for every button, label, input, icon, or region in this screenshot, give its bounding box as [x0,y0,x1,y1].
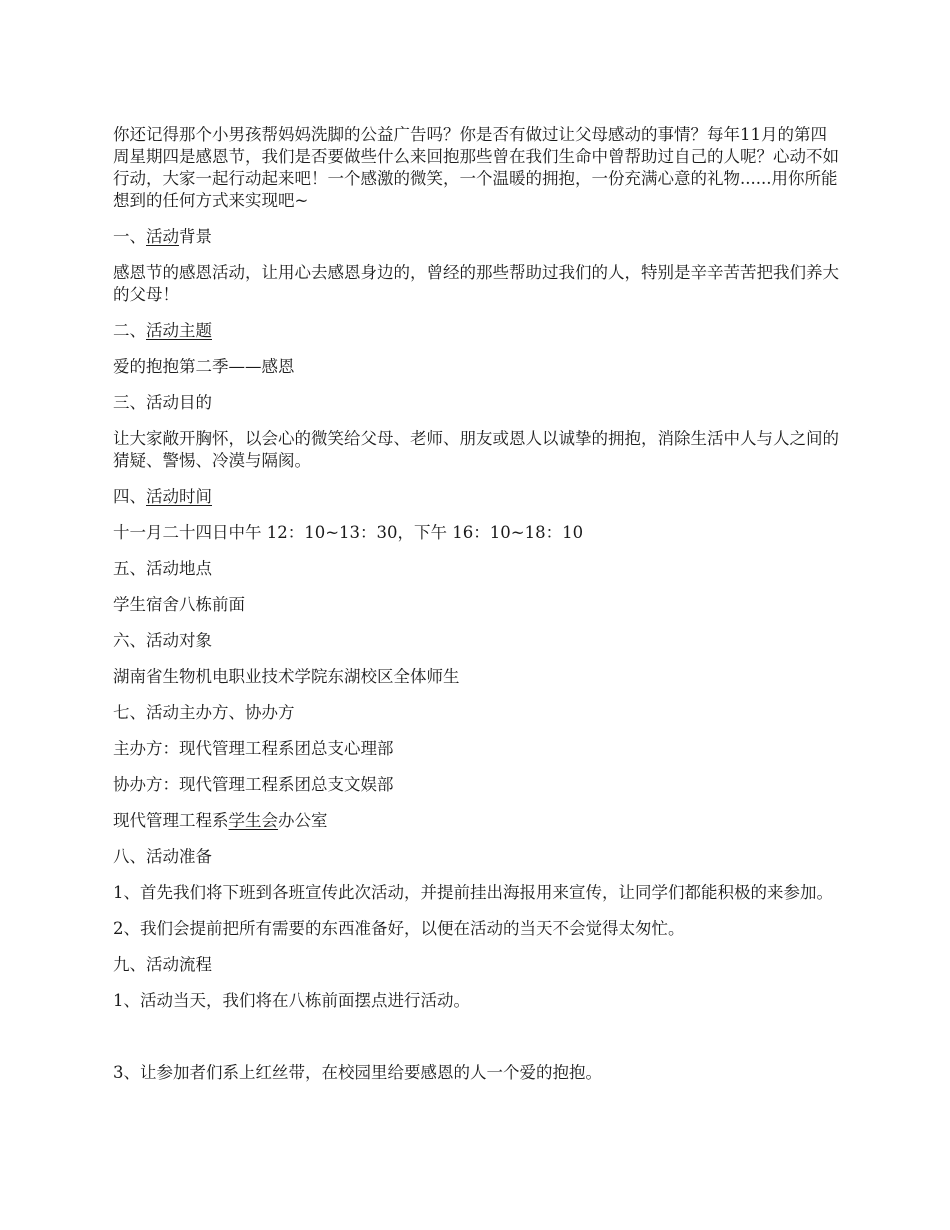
document-page [113,124,841,1084]
heading-time: 四、活动时间 [113,487,212,506]
preparation-item: 1、首先我们将下班到各班宣传此次活动，并提前挂出海报用来宣传，让同学们都能积极的来参加。 [113,883,833,902]
heading-purpose: 三、活动目的 [113,393,212,412]
background-body: 感恩节的感恩活动，让用心去感恩身边的，曾经的那些帮助过我们的人，特别是辛辛苦苦把我们养大的父母！ [113,263,839,304]
heading-background: 一、活动背景 [113,227,212,246]
office-line: 现代管理工程系学生会办公室 [113,811,328,830]
co-host-line: 协办方：现代管理工程系团总支文娱部 [113,775,394,794]
process-item: 3、让参加者们系上红丝带，在校园里给要感恩的人一个爱的抱抱。 [113,1063,602,1082]
heading-preparation: 八、活动准备 [113,847,212,866]
heading-organizers: 七、活动主办方、协办方 [113,703,295,722]
heading-audience: 六、活动对象 [113,631,212,650]
time-link[interactable]: 活动时间 [146,487,212,506]
host-line: 主办方：现代管理工程系团总支心理部 [113,739,394,758]
background-link[interactable]: 活动 [146,227,179,246]
purpose-body: 让大家敞开胸怀，以会心的微笑给父母、老师、朋友或恩人以诚挚的拥抱，消除生活中人与人之间的猜疑、警惕、冷漠与隔阂。 [113,429,839,470]
heading-process: 九、活动流程 [113,955,212,974]
heading-location: 五、活动地点 [113,559,212,578]
theme-body: 爱的抱抱第二季——感恩 [113,357,295,376]
preparation-item: 2、我们会提前把所有需要的东西准备好，以便在活动的当天不会觉得太匆忙。 [113,919,685,938]
theme-link[interactable]: 活动主题 [146,321,212,340]
heading-theme: 二、活动主题 [113,321,212,340]
time-body: 十一月二十四日中午 12：10~13：30，下午 16：10~18：10 [113,523,584,542]
process-item: 1、活动当天，我们将在八栋前面摆点进行活动。 [113,991,470,1010]
location-body: 学生宿舍八栋前面 [113,595,245,614]
student-union-link[interactable]: 学生会 [228,811,278,830]
intro-paragraph: 你还记得那个小男孩帮妈妈洗脚的公益广告吗？你是否有做过让父母感动的事情？每年11月的第四周星期四是感恩节，我们是否要做些什么来回抱那些曾在我们生命中曾帮助过自己的人呢？心动不如行动，大家一起行动起来吧！一个感激的微笑，一个温暖的拥抱，一份充满心意的礼物......用你所能想到的任何方式来实现吧~ [113,125,839,210]
audience-body: 湖南省生物机电职业技术学院东湖校区全体师生 [113,667,460,686]
